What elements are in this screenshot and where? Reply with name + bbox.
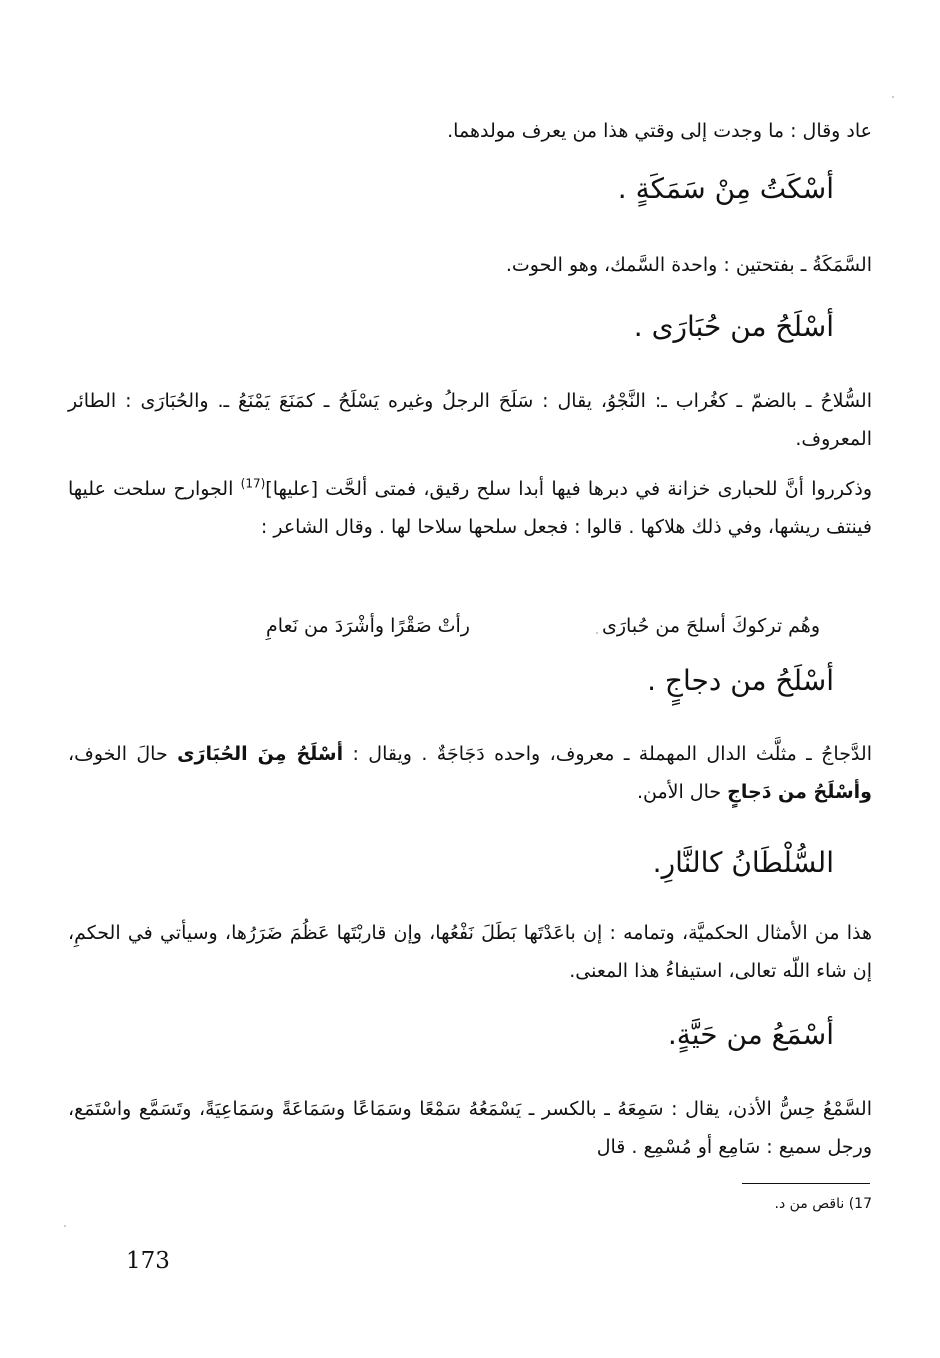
paragraph-chicken-part3: حال الأمن. xyxy=(636,781,728,803)
paragraph-chicken-bold2: وأسْلَحُ من دَجاجٍ xyxy=(727,781,872,803)
paragraph-chicken xyxy=(68,735,872,811)
paragraph-snake: السَّمْعُ حِسُّ الأذن، يقال : سَمِعَهُ ـ بالكسر ـ يَسْمَعُهُ سَمْعًا وسَمَاعًا وسَمَاعَةً وسَمَاعِيَةً، وتَسَمَّع واسْتَمَع، ورجل سميع : سَامِع أو مُسْمِع . قال xyxy=(68,1098,872,1158)
proverb-heading-fish: أسْكَتُ مِنْ سَمَكَةٍ . xyxy=(617,172,834,205)
footnote: 17) ناقص من د. xyxy=(774,1196,872,1212)
paragraph-chicken-bold1: أسْلَحُ مِنَ الحُبَارَى xyxy=(177,743,344,765)
paragraph-bustard-story xyxy=(68,470,872,546)
paragraph-bustard-story-part2: الجوارح سلحت عليها فينتف ريشها، وفي ذلك هلاكها . قالوا : فجعل سلحها سلاحا لها . وقال الشاعر : xyxy=(68,478,872,538)
proverb-heading-chicken: أسْلَحُ من دجاجٍ . xyxy=(647,664,834,697)
page-number: 173 xyxy=(126,1248,170,1274)
poem-hemistich-first: وهُم تركوكَ أسلحَ من حُبارَى xyxy=(602,615,820,637)
scan-speck xyxy=(892,96,894,98)
proverb-heading-bustard: أسْلَحُ من حُبَارَى . xyxy=(633,310,834,343)
paragraph-bustard-story-part1: وذكرروا أنَّ للحبارى خزانة في دبرها فيها أبدا سلح رقيق، فمتى ألحَّت [عليها] xyxy=(265,478,872,500)
footnote-reference: (17) xyxy=(240,476,266,491)
poem-verse xyxy=(0,607,940,645)
paragraph-chicken-part2: حالَ الخوف، xyxy=(68,743,178,765)
proverb-heading-snake: أسْمَعُ من حَيَّةٍ. xyxy=(667,1018,834,1051)
paragraph-sultan: هذا من الأمثال الحكميَّة، وتمامه : إن باعَدْتَها بَطَلَ نَفْعُها، وإن قاربْتَها عَظُمَ ضَرَرُها، وسيأتي في الحكمِ، إن شاء اللّه تعالى، استيفاءُ هذا المعنى. xyxy=(68,922,872,982)
poem-hemistich-second: رأتْ صَقْرًا وأشْرَدَ من نَعامِ xyxy=(266,615,470,637)
paragraph-fish: السَّمَكَةُ ـ بفتحتين : واحدة السَّمك، وهو الحوت. xyxy=(505,254,872,276)
proverb-heading-sultan: السُّلْطَانُ كالنَّارِ. xyxy=(652,846,834,879)
paragraph-chicken-part1: الدَّجاجُ ـ مثلَّث الدال المهملة ـ معروف، واحده دَجَاجَةٌ . ويقال : xyxy=(343,743,872,765)
paragraph-bustard: السُّلاحُ ـ بالضمّ ـ كغُراب ـ: النَّجْوُ، يقال : سَلَحَ الرجلُ وغيره يَسْلَحُ ـ كمَنَعَ يَمْنَعُ ـ. والحُبَارَى : الطائر المعروف. xyxy=(68,390,872,450)
scan-speck xyxy=(596,632,598,634)
footnote-separator xyxy=(742,1183,870,1184)
scan-speck xyxy=(64,1225,66,1227)
paragraph-intro: عاد وقال : ما وجدت إلى وقتي هذا من يعرف مولدهما. xyxy=(447,120,872,142)
